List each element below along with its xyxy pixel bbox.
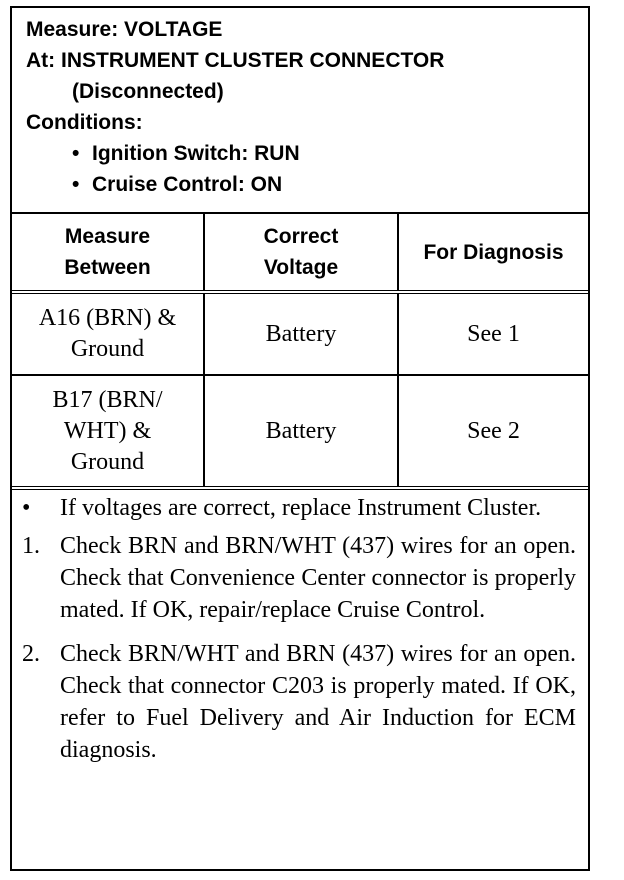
measure-line: Measure: VOLTAGE [26,18,223,41]
column-header: Correct Voltage [204,214,398,292]
diagnostic-chart [10,6,590,871]
bullet-icon: • [72,173,80,196]
at-line: At: INSTRUMENT CLUSTER CONNECTOR [26,49,445,72]
correct-voltage-cell: Battery [204,375,398,488]
condition-text: Ignition Switch: RUN [92,142,300,165]
diagnosis-cell: See 1 [398,292,588,375]
column-header: For Diagnosis [398,214,588,292]
table-row [12,375,588,488]
conditions-label: Conditions: [26,111,143,134]
note-item [22,492,576,524]
diagnosis-notes [12,490,588,766]
note-item [22,530,576,626]
table-header-row [12,214,588,292]
chart-header [12,8,588,214]
note-item [22,638,576,766]
note-text: Check BRN and BRN/WHT (437) wires for an open. Check that Convenience Center connector is properly mated. If OK, repair/replace Cruise Control. [60,533,576,623]
note-text: Check BRN/WHT and BRN (437) wires for an open. Check that connector C203 is properly mated. If OK, refer to Fuel Delivery and Air Induction for ECM diagnosis. [60,641,576,763]
note-text: If voltages are correct, replace Instrument Cluster. [60,495,542,521]
measurement-table [12,214,588,490]
disconnected-note: (Disconnected) [72,80,224,103]
bullet-icon: • [72,142,80,165]
diagnosis-cell: See 2 [398,375,588,488]
condition-item [26,169,588,200]
correct-voltage-cell: Battery [204,292,398,375]
table-row [12,292,588,375]
measure-between-cell: B17 (BRN/ WHT) & Ground [12,375,204,488]
condition-text: Cruise Control: ON [92,173,283,196]
measure-between-cell: A16 (BRN) & Ground [12,292,204,375]
note-number: 1. [22,533,40,559]
column-header: Measure Between [12,214,204,292]
condition-item [26,138,588,169]
note-number: 2. [22,641,40,667]
note-bullet: • [22,495,31,521]
